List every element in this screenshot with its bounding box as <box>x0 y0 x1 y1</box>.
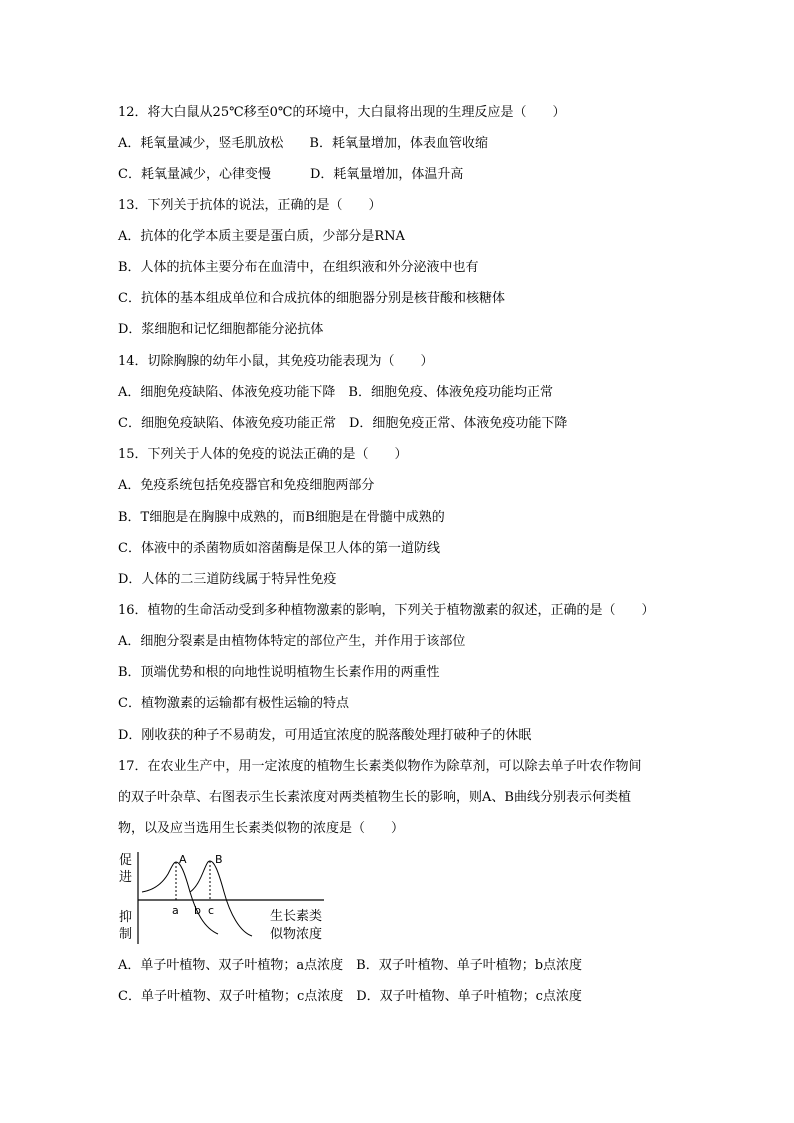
question-17-options-cd: C．单子叶植物、双子叶植物；c点浓度 D．双子叶植物、单子叶植物；c点浓度 <box>118 989 582 1004</box>
question-13-option-c: C．抗体的基本组成单位和合成抗体的细胞器分别是核苷酸和核糖体 <box>118 291 505 306</box>
question-15-option-c: C．体液中的杀菌物质如溶菌酶是保卫人体的第一道防线 <box>118 541 440 556</box>
question-17-stem-line-3: 物，以及应当选用生长素类似物的浓度是（ ） <box>118 821 405 836</box>
question-14-options-cd: C．细胞免疫缺陷、体液免疫功能正常 D．细胞免疫正常、体液免疫功能下降 <box>118 416 568 431</box>
question-15-option-b: B．T细胞是在胸腺中成熟的，而B细胞是在骨髓中成熟的 <box>118 510 445 525</box>
point-b-label: b <box>194 904 201 917</box>
question-15-option-d: D．人体的二三道防线属于特异性免疫 <box>118 572 337 587</box>
growth-response-figure <box>119 848 328 948</box>
question-13-stem: 13．下列关于抗体的说法，正确的是（ ） <box>118 198 382 213</box>
question-15-option-a: A．免疫系统包括免疫器官和免疫细胞两部分 <box>118 478 375 493</box>
question-13-option-b: B．人体的抗体主要分布在血清中，在组织液和外分泌液中也有 <box>118 260 479 275</box>
question-16-option-c: C．植物激素的运输都有极性运输的特点 <box>118 696 349 711</box>
y-label-promote-2: 进 <box>119 870 133 885</box>
curve-a-label: A <box>179 853 187 866</box>
question-14-stem: 14．切除胸腺的幼年小鼠，其免疫功能表现为（ ） <box>118 354 434 369</box>
question-12-options-ab: A．耗氧量减少，竖毛肌放松 B．耗氧量增加，体表血管收缩 <box>118 136 488 151</box>
question-16-option-b: B．顶端优势和根的向地性说明植物生长素作用的两重性 <box>118 665 440 680</box>
question-14-options-ab: A．细胞免疫缺陷、体液免疫功能下降 B．细胞免疫、体液免疫功能均正常 <box>118 385 553 400</box>
y-label-promote-1: 促 <box>119 853 133 868</box>
y-label-inhibit-2: 制 <box>119 927 133 942</box>
question-17-stem-line-2: 的双子叶杂草、右图表示生长素浓度对两类植物生长的影响，则A、B曲线分别表示何类植 <box>118 790 631 805</box>
question-13-option-d: D．浆细胞和记忆细胞都能分泌抗体 <box>118 322 324 337</box>
x-label-line-2: 似物浓度 <box>270 927 323 942</box>
question-16-option-d: D．刚收获的种子不易萌发，可用适宜浓度的脱落酸处理打破种子的休眠 <box>118 728 532 743</box>
curve-b-label: B <box>215 853 223 866</box>
question-17-stem-line-1: 17．在农业生产中，用一定浓度的植物生长素类似物作为除草剂，可以除去单子叶农作物间 <box>118 759 642 774</box>
growth-response-diagram <box>119 848 328 948</box>
x-label-line-1: 生长素类 <box>270 909 323 924</box>
question-16-option-a: A．细胞分裂素是由植物体特定的部位产生，并作用于该部位 <box>118 634 466 649</box>
curve-b <box>190 861 252 936</box>
question-12-stem: 12．将大白鼠从25℃移至0℃的环境中，大白鼠将出现的生理反应是（ ） <box>118 105 566 120</box>
y-label-inhibit-1: 抑 <box>119 910 133 925</box>
curve-a <box>142 862 218 934</box>
point-a-label: a <box>172 904 179 917</box>
question-13-option-a: A．抗体的化学本质主要是蛋白质，少部分是RNA <box>118 229 405 244</box>
point-c-label: c <box>208 904 215 917</box>
question-16-stem: 16．植物的生命活动受到多种植物激素的影响，下列关于植物激素的叙述，正确的是（ ） <box>118 603 655 618</box>
question-12-options-cd: C．耗氧量减少，心律变慢 D．耗氧量增加，体温升高 <box>118 167 464 182</box>
question-15-stem: 15．下列关于人体的免疫的说法正确的是（ ） <box>118 447 408 462</box>
question-17-options-ab: A．单子叶植物、双子叶植物；a点浓度 B．双子叶植物、单子叶植物；b点浓度 <box>118 958 583 973</box>
